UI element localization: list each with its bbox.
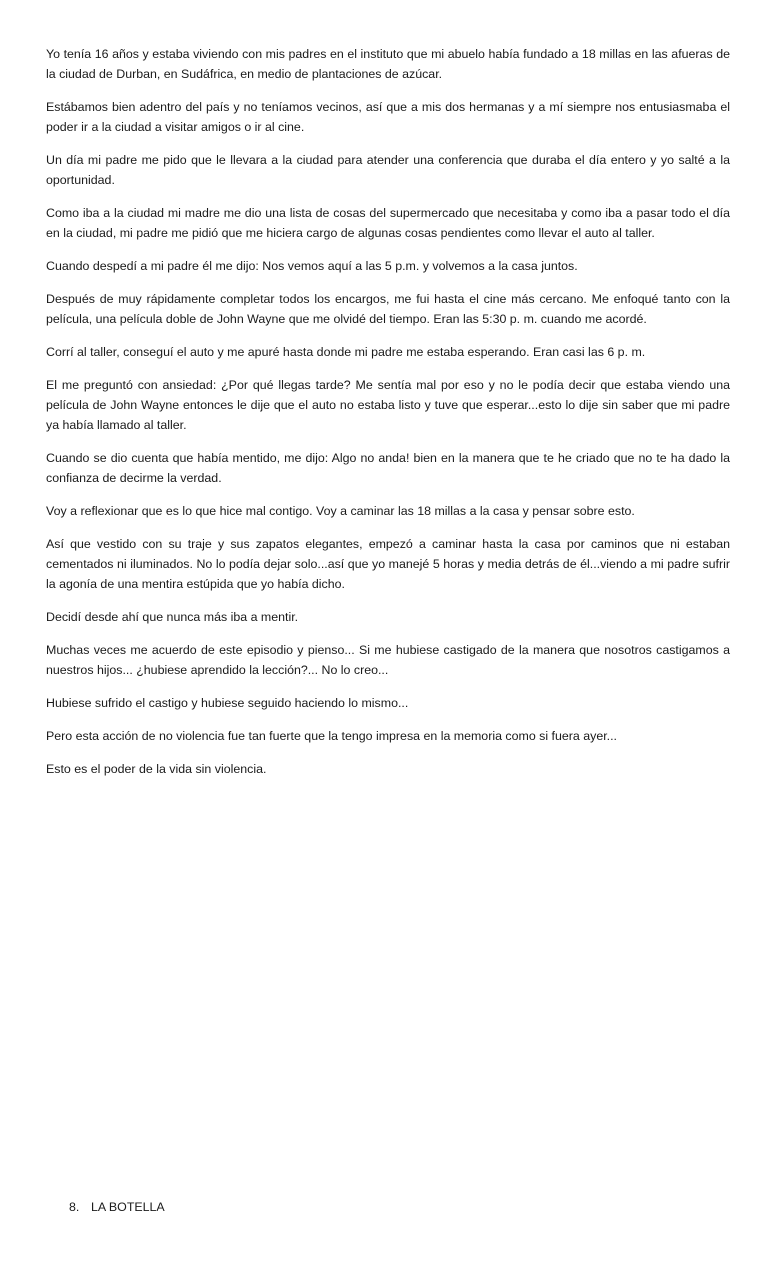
footer-number: 8. xyxy=(69,1200,80,1214)
paragraph: Estábamos bien adentro del país y no teníamos vecinos, así que a mis dos hermanas y a mí siempre nos entusiasmaba el poder ir a la ciudad a visitar amigos o ir al cine. xyxy=(46,100,730,134)
paragraph: Como iba a la ciudad mi madre me dio una lista de cosas del supermercado que necesitaba y como iba a pasar todo el día en la ciudad, mi padre me pidió que me hiciera cargo de algunas cosas pendientes como llevar el auto al taller. xyxy=(46,206,730,240)
footer-title: LA BOTELLA xyxy=(91,1200,165,1214)
paragraph: Pero esta acción de no violencia fue tan fuerte que la tengo impresa en la memoria como si fuera ayer... xyxy=(46,729,617,743)
paragraph: El me preguntó con ansiedad: ¿Por qué llegas tarde? Me sentía mal por eso y no le podía decir que estaba viendo una película de John Wayne entonces le dije que el auto no estaba listo y tuve que esperar...esto lo dije sin saber que mi padre ya había llamado al taller. xyxy=(46,378,730,432)
paragraph: Yo tenía 16 años y estaba viviendo con mis padres en el instituto que mi abuelo había fundado a 18 millas en las afueras de la ciudad de Durban, en Sudáfrica, en medio de plantaciones de azúcar. xyxy=(46,47,730,81)
paragraph: Voy a reflexionar que es lo que hice mal contigo. Voy a caminar las 18 millas a la casa y pensar sobre esto. xyxy=(46,504,635,518)
paragraph: Decidí desde ahí que nunca más iba a mentir. xyxy=(46,610,299,624)
paragraph: Cuando se dio cuenta que había mentido, me dijo: Algo no anda! bien en la manera que te he criado que no te ha dado la confianza de decirme la verdad. xyxy=(46,451,730,485)
paragraph: Así que vestido con su traje y sus zapatos elegantes, empezó a caminar hasta la casa por caminos que ni estaban cementados ni iluminados. No lo podía dejar solo...así que yo manejé 5 horas y media detrás de él...viendo a mi padre sufrir la agonía de una mentira estúpida que yo había dicho. xyxy=(46,537,730,591)
paragraph: Muchas veces me acuerdo de este episodio y pienso... Si me hubiese castigado de la manera que nosotros castigamos a nuestros hijos... ¿hubiese aprendido la lección?... No lo creo... xyxy=(46,643,730,677)
paragraph: Un día mi padre me pido que le llevara a la ciudad para atender una conferencia que duraba el día entero y yo salté a la oportunidad. xyxy=(46,153,730,187)
body-text xyxy=(46,44,730,792)
page-footer xyxy=(69,1199,165,1215)
paragraph: Después de muy rápidamente completar todos los encargos, me fui hasta el cine más cercano. Me enfoqué tanto con la película, una película doble de John Wayne que me olvidé del tiempo. Eran las 5:30 p. m. cuando me acordé. xyxy=(46,292,730,326)
paragraph: Esto es el poder de la vida sin violencia. xyxy=(46,762,267,776)
paragraph: Cuando despedí a mi padre él me dijo: Nos vemos aquí a las 5 p.m. y volvemos a la casa juntos. xyxy=(46,259,578,273)
paragraph: Hubiese sufrido el castigo y hubiese seguido haciendo lo mismo... xyxy=(46,696,409,710)
paragraph: Corrí al taller, conseguí el auto y me apuré hasta donde mi padre me estaba esperando. Eran casi las 6 p. m. xyxy=(46,345,646,359)
